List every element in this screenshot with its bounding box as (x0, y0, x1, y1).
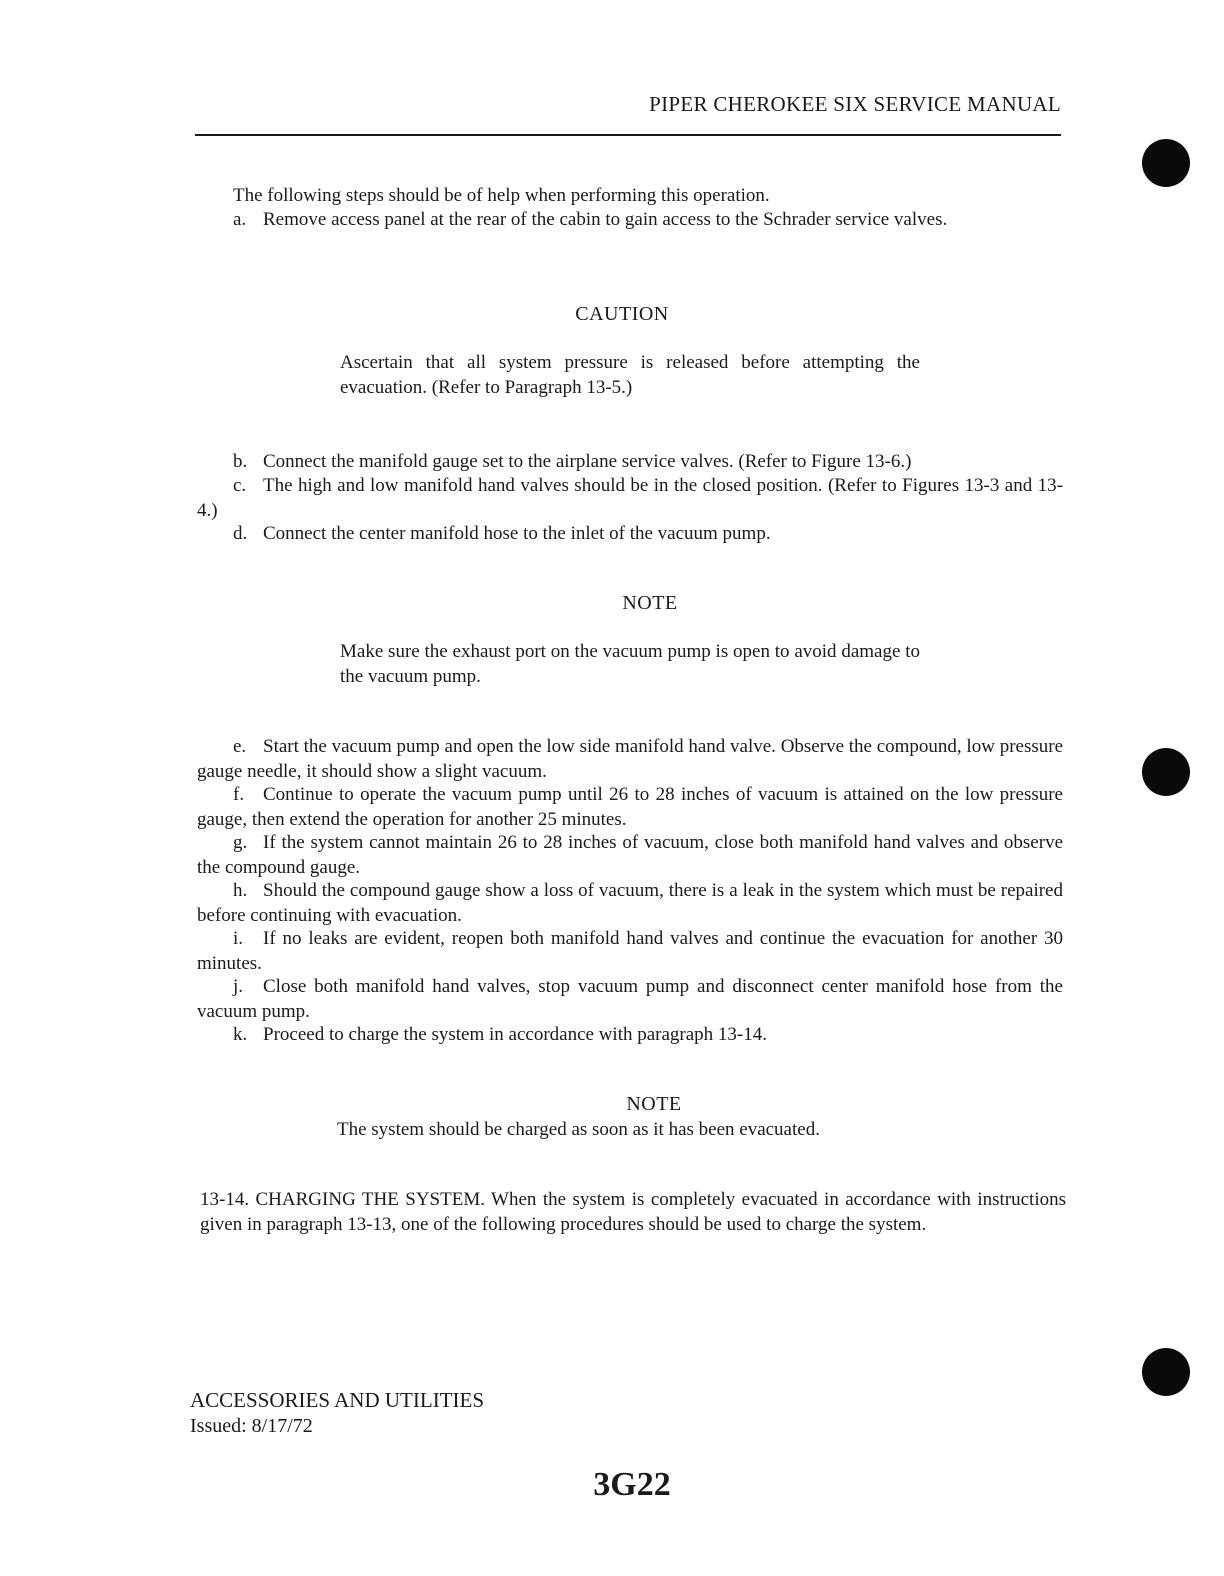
page-number: 3G22 (593, 1466, 671, 1503)
step-letter: k. (233, 1024, 248, 1045)
step-letter: b. (233, 451, 248, 472)
step-f (197, 783, 1063, 832)
step-letter: c. (233, 475, 247, 496)
footer-section-title: ACCESSORIES AND UTILITIES (190, 1388, 485, 1412)
step-letter: g. (233, 832, 248, 853)
punch-hole-middle (1142, 748, 1190, 796)
step-text: Close both manifold hand valves, stop vacuum pump and disconnect center manifold hose from the vacuum pump. (197, 976, 1063, 1022)
step-text: If the system cannot maintain 26 to 28 inches of vacuum, close both manifold hand valves and observe the compound gauge. (197, 832, 1063, 878)
step-c (197, 474, 1063, 523)
note-heading-2: NOTE (626, 1093, 682, 1115)
caution-text: Ascertain that all system pressure is released before attempting the evacuation. (Refer to Paragraph 13-5.) (340, 352, 920, 398)
note-text-2: The system should be charged as soon as it has been evacuated. (337, 1119, 820, 1140)
step-text: Start the vacuum pump and open the low side manifold hand valve. Observe the compound, low pressure gauge needle, it should show a slight vacuum. (197, 736, 1063, 782)
footer-issued-date: Issued: 8/17/72 (190, 1415, 313, 1437)
step-letter: e. (233, 736, 247, 757)
step-text: Connect the manifold gauge set to the airplane service valves. (Refer to Figure 13-6.) (263, 451, 912, 472)
step-a (197, 208, 1063, 233)
step-text: If no leaks are evident, reopen both manifold hand valves and continue the evacuation for another 30 minutes. (197, 928, 1063, 974)
step-letter: h. (233, 880, 248, 901)
note-text: Make sure the exhaust port on the vacuum pump is open to avoid damage to the vacuum pump. (340, 641, 920, 687)
intro-paragraph: The following steps should be of help when performing this operation. (233, 185, 770, 206)
step-h (197, 879, 1063, 928)
step-b (197, 450, 1063, 475)
step-letter: d. (233, 523, 248, 544)
step-i (197, 927, 1063, 976)
step-letter: f. (233, 784, 245, 805)
page-header-title: PIPER CHEROKEE SIX SERVICE MANUAL (649, 92, 1061, 116)
step-text: Connect the center manifold hose to the inlet of the vacuum pump. (263, 523, 771, 544)
step-text: The high and low manifold hand valves should be in the closed position. (Refer to Figures 13-3 and 13-4.) (197, 475, 1063, 521)
section-13-14-paragraph: 13-14. CHARGING THE SYSTEM. When the system is completely evacuated in accordance with instructions given in paragraph 13-13, one of the following procedures should be used to charge the system. (200, 1189, 1066, 1235)
step-text: Should the compound gauge show a loss of vacuum, there is a leak in the system which must be repaired before continuing with evacuation. (197, 880, 1063, 926)
step-letter: i. (233, 928, 244, 949)
step-j (197, 975, 1063, 1024)
note-heading: NOTE (622, 592, 678, 614)
header-rule (195, 134, 1061, 136)
caution-heading: CAUTION (575, 303, 669, 325)
step-d (197, 522, 1063, 547)
step-text: Continue to operate the vacuum pump until 26 to 28 inches of vacuum is attained on the low pressure gauge, then extend the operation for another 25 minutes. (197, 784, 1063, 830)
step-letter: a. (233, 209, 247, 230)
step-text: Remove access panel at the rear of the cabin to gain access to the Schrader service valves. (263, 209, 948, 230)
punch-hole-top (1142, 139, 1190, 187)
step-k (197, 1023, 1063, 1048)
step-e (197, 735, 1063, 784)
step-text: Proceed to charge the system in accordance with paragraph 13-14. (263, 1024, 768, 1045)
step-g (197, 831, 1063, 880)
step-letter: j. (233, 976, 244, 997)
punch-hole-bottom (1142, 1348, 1190, 1396)
